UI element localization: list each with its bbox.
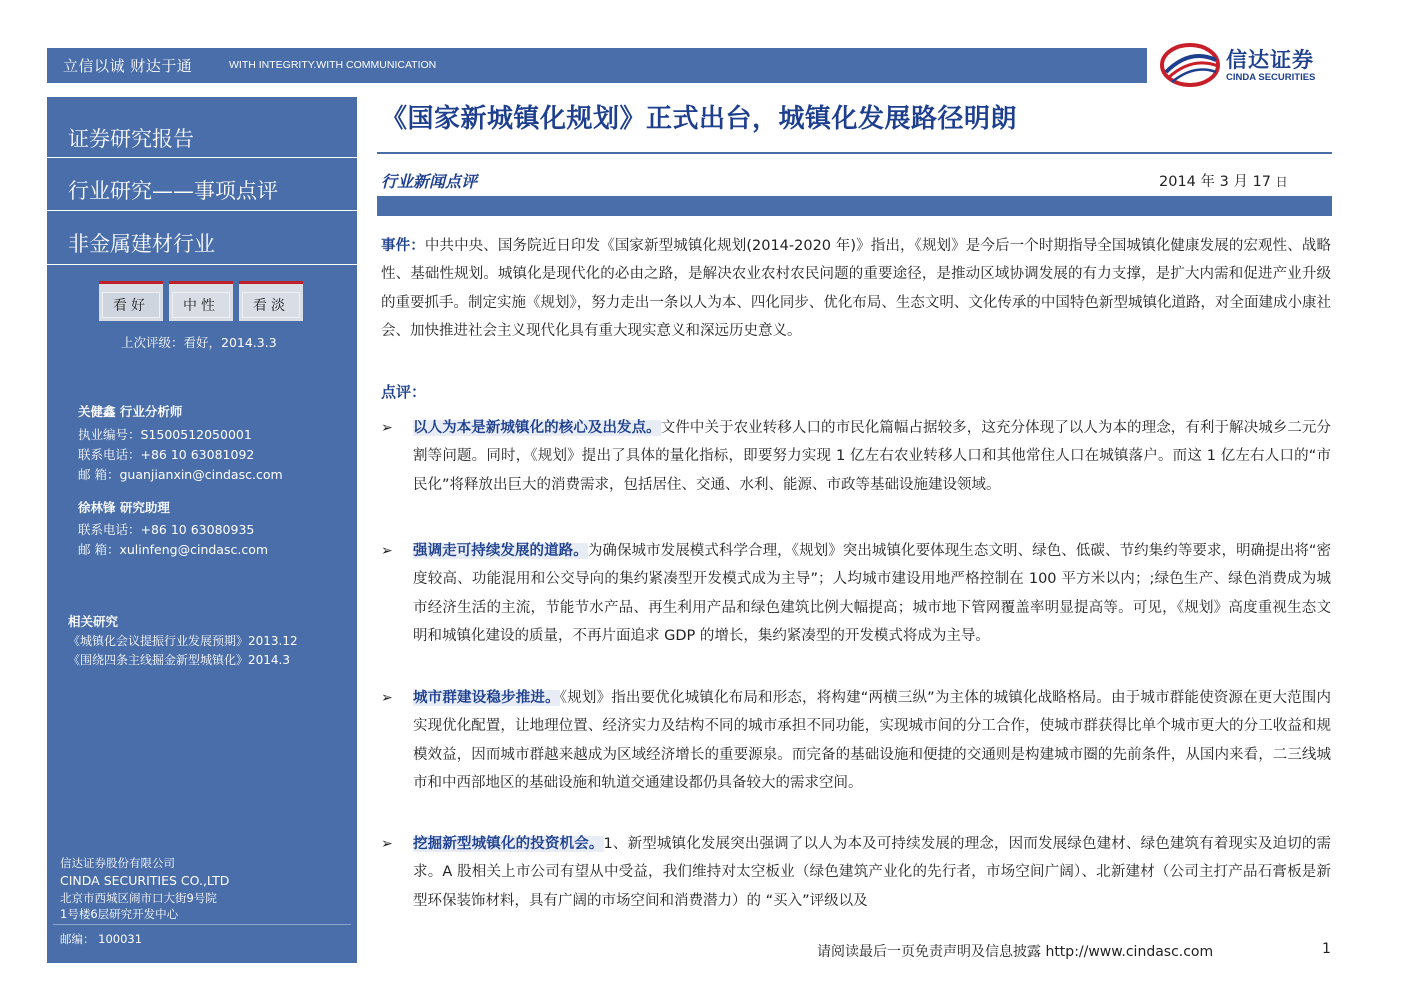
bullet-text: 《规划》指出要优化城镇化布局和形态，将构建“两横三纵”为主体的城镇化战略格局。由于城市群能使资源在更大范围内实现优化配置，让地理位置、经济实力及结构不同的城市承担不同功能，实现城市间的分工合作，使城市群获得比单个城市更大的分工收益和规模效益，因而城市群越来越成为区域经济增长的重要源泉。而完备的基础设施和便捷的交通则是构建城市圈的先前条件，从国内来看，二三线城市和中西部地区的基础设施和轨道交通建设都仍具备较大的需求空间。 [413,690,1331,792]
analyst1-name: 关健鑫 行业分析师 [78,404,183,419]
related-research-title: 相关研究 [68,614,119,629]
related-research-item[interactable]: 《城镇化会议提振行业发展预期》2013.12 [68,634,298,648]
last-rating: 上次评级：看好，2014.3.3 [121,335,277,350]
slogan-cn: 立信以诚 财达于通 [63,57,193,75]
bullet-highlight: 城市群建设稳步推进。 [413,690,560,706]
disclaimer-link[interactable]: 请阅读最后一页免责声明及信息披露 http://www.cindasc.com [817,944,1214,960]
arrow-bullet-icon: ➢ [381,543,393,559]
company-address-1: 北京市西城区闹市口大街9号院 [60,891,217,905]
brand-name-cn: 信达证券 [1226,48,1314,72]
bullet-highlight: 挖掘新型城镇化的投资机会。 [413,836,604,852]
brand-name-en: CINDA SECURITIES [1226,72,1316,83]
sidebar-divider [47,157,357,158]
bullet-text: 1、新型城镇化发展突出强调了以人为本及可持续发展的理念，因而发展绿色建材、绿色建筑有着现实及迫切的需求。A 股相关上市公司有望从中受益，我们维持对太空板业（绿色建筑产业化的先行者，市场空间广阔）、北新建材（公司主打产品石膏板是新型环保装饰材料，具有广阔的市场空间和消费潜力）的 “买入”评级以及 [413,836,1331,909]
analyst1-phone: 联系电话：+86 10 63081092 [78,447,255,462]
analyst2-email: 邮 箱：xulinfeng@cindasc.com [78,542,269,557]
related-research-item[interactable]: 《围绕四条主线掘金新型城镇化》2014.3 [68,653,290,667]
company-name-en: CINDA SECURITIES CO.,LTD [60,873,230,888]
rating-neutral: 中性 [169,281,233,321]
title-rule [377,152,1332,154]
company-name-cn: 信达证券股份有限公司 [60,856,175,870]
slogan-en: WITH INTEGRITY.WITH COMMUNICATION [229,59,437,71]
report-title: 《国家新城镇化规划》正式出台，城镇化发展路径明朗 [381,104,1018,134]
analyst1-license: 执业编号：S1500512050001 [78,427,252,442]
report-date: 2014 年 3 月 17 日 [1159,174,1288,190]
event-paragraph [381,232,1331,346]
page-number: 1 [1322,941,1331,957]
sidebar-divider [47,210,357,211]
bullet-text: 为确保城市发展模式科学合理，《规划》突出城镇化要体现生态文明、绿色、低碳、节约集约等要求，明确提出将“密度较高、功能混用和公交导向的集约紧凑型开发模式成为主导”；人均城市建设用地严格控制在 100 平方米以内；;绿色生产、绿色消费成为城市经济生活的主流，节能节水产品、再生利用产品和绿色建筑比例大幅提高；城市地下管网覆盖率明显提高等。可见，《规划》高度重视生态文明和城镇化建设的质量，不再片面追求 GDP 的增长，集约紧凑型的开发模式将成为主导。 [413,543,1331,645]
company-address-2: 1号楼6层研究开发中心 [60,907,179,921]
cinda-logo [1158,42,1358,88]
rating-selector [99,281,305,323]
sidebar: 证券研究报告 行业研究——事项点评 非金属建材行业 看好 中性 看淡 上次评级：看好，2014.3.3 关健鑫 行业分析师 执业编号：S1500512050001 联系电话：+86 10 63081092 邮 箱：guanjianxin@cindasc.com 徐林锋 研究助理 联系电话：+86 10 63080935 邮 箱：xulinfeng@cindasc.com 相关研究 《城镇化会议提振行业发展预期》2013.12 《围绕四条主线掘金新型城镇化》2014.3 信达证券股份有限公司 CINDA SECURITIES CO.,LTD 北京市西城区闹市口大街9号院 1号楼6层研究开发中心 邮编： 100031 [47,97,357,963]
cinda-logo-icon [1158,42,1222,88]
sidebar-divider [53,924,351,925]
section-label: 行业新闻点评 [381,172,478,191]
event-text: 中共中央、国务院近日印发《国家新型城镇化规划(2014-2020 年)》指出，《规划》是今后一个时期指导全国城镇化健康发展的宏观性、战略性、基础性规划。城镇化是现代化的必由之路，是解决农业农村农民问题的重要途径，是推动区域协调发展的有力支撑，是扩大内需和促进产业升级的重要抓手。制定实施《规划》，努力走出一条以人为本、四化同步、优化布局、生态文明、文化传承的中国特色新型城镇化道路，对全面建成小康社会、加快推进社会主义现代化具有重大现实意义和深远历史意义。 [381,238,1332,340]
section-bar [377,196,1332,216]
bullet-highlight: 强调走可持续发展的道路。 [413,543,588,559]
arrow-bullet-icon: ➢ [381,836,393,852]
bullet-text: 文件中关于农业转移人口的市民化篇幅占据较多，这充分体现了以人为本的理念，有利于解决城乡二元分割等问题。同时，《规划》提出了具体的量化指标，即要努力实现 1 亿左右农业转移人口和其他常住人口在城镇落户。而这 1 亿左右人口的“市民化”将释放出巨大的消费需求，包括居住、交通、水利、能源、市政等基础设施建设领域。 [413,420,1331,493]
header-banner [47,48,1147,83]
comment-head: 点评： [381,383,427,401]
sidebar-divider [47,264,357,265]
bullet-highlight: 以人为本是新城镇化的核心及出发点。 [413,420,661,436]
company-postcode: 邮编： 100031 [60,932,143,946]
analyst2-name: 徐林锋 研究助理 [78,500,170,515]
event-head: 事件： [381,238,425,254]
arrow-bullet-icon: ➢ [381,420,393,436]
arrow-bullet-icon: ➢ [381,690,393,706]
analyst2-phone: 联系电话：+86 10 63080935 [78,522,255,537]
rating-positive: 看好 [99,281,163,321]
rating-negative: 看淡 [239,281,303,321]
analyst1-email: 邮 箱：guanjianxin@cindasc.com [78,467,283,482]
